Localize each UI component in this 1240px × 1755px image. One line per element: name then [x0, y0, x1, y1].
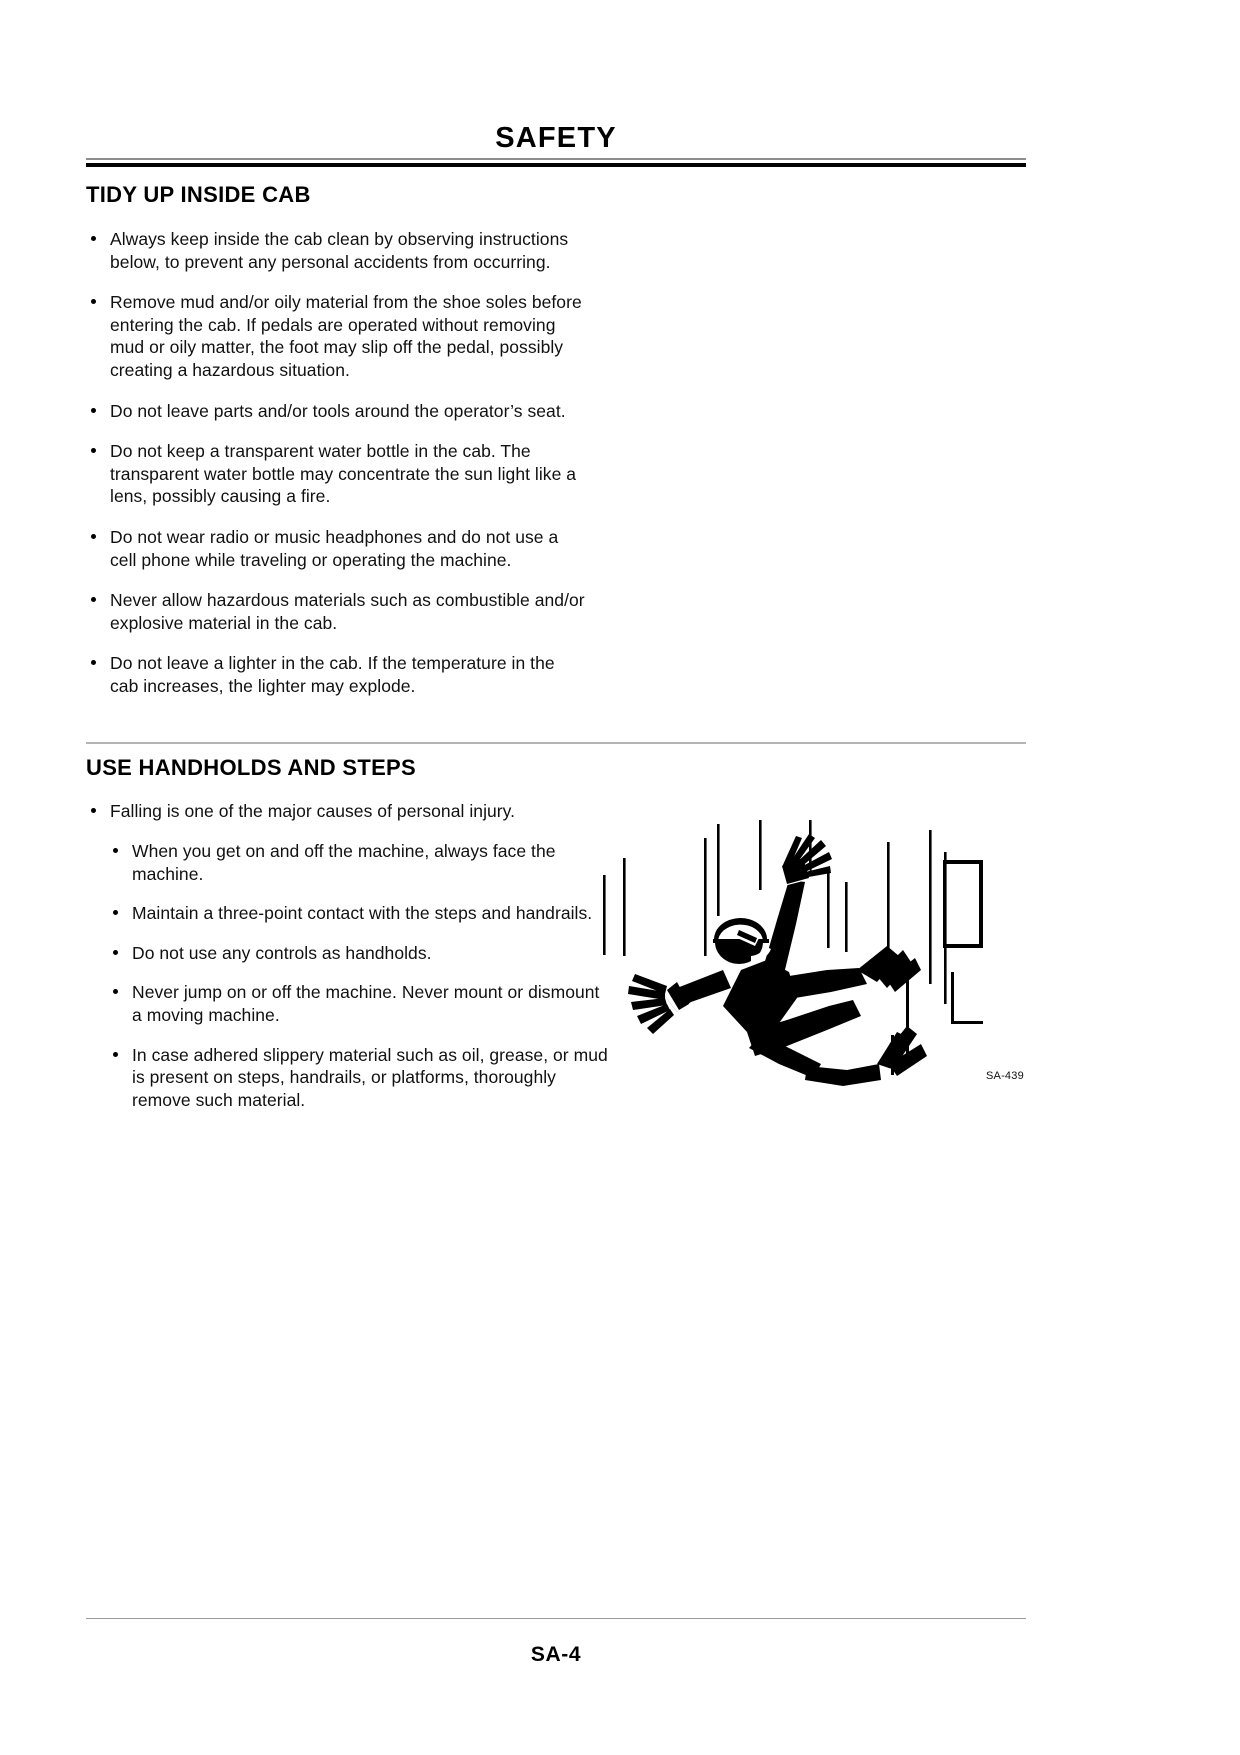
- list-item: [86, 228, 586, 273]
- bullet-dot-icon: [113, 950, 118, 955]
- list-item: [86, 291, 586, 381]
- list-item-text: Falling is one of the major causes of personal injury.: [110, 801, 516, 821]
- list-item-text: When you get on and off the machine, always face the machine.: [132, 841, 556, 884]
- figure-code-label: SA-439: [986, 1070, 1024, 1082]
- page-content-area: [86, 0, 1026, 1755]
- bullet-dot-icon: [91, 299, 96, 304]
- list-item-text: Do not use any controls as handholds.: [132, 942, 432, 963]
- list-item-text: In case adhered slippery material such as oil, grease, or mud is present on steps, handrails, or platforms, thoroughly remove such material.: [132, 1044, 608, 1110]
- list-item-text: Do not wear radio or music headphones and do not use a cell phone while traveling or operating the machine.: [110, 526, 559, 570]
- list-item-text: Do not leave a lighter in the cab. If the temperature in the cab increases, the lighter may explode.: [110, 653, 555, 696]
- header-rule-thick: [86, 163, 1026, 167]
- bullet-dot-icon: [91, 808, 96, 813]
- list-item: [86, 440, 586, 508]
- bullet-dot-icon: [91, 597, 96, 602]
- bullet-dot-icon: [91, 534, 96, 539]
- list-item: [86, 400, 586, 423]
- bullet-dot-icon: [91, 236, 96, 241]
- bullet-list-use-handholds-top: [86, 800, 606, 823]
- bullet-list-use-handholds-sub: [108, 840, 608, 1128]
- list-item-text: Never jump on or off the machine. Never mount or dismount a moving machine.: [132, 982, 600, 1025]
- bullet-list-tidy-up-inside-cab: [86, 228, 586, 698]
- list-item: [108, 840, 608, 885]
- falling-person-icon: [591, 820, 1026, 1110]
- list-item-text: Never allow hazardous materials such as combustible and/or explosive material in the cab.: [110, 590, 585, 633]
- bullet-dot-icon: [113, 1052, 118, 1057]
- footer-rule: [86, 1618, 1026, 1619]
- list-item: [86, 800, 606, 823]
- bullet-dot-icon: [113, 989, 118, 994]
- footer-page-number: SA-4: [530, 1643, 582, 1666]
- section-divider: [86, 742, 1026, 744]
- bullet-dot-icon: [91, 448, 96, 453]
- section-heading-tidy-up-inside-cab: TIDY UP INSIDE CAB: [86, 182, 311, 207]
- list-item: [86, 589, 586, 634]
- list-item: [108, 981, 608, 1026]
- list-item: [108, 1044, 608, 1112]
- list-item: [108, 942, 608, 965]
- bullet-dot-icon: [113, 910, 118, 915]
- list-item: [108, 902, 608, 925]
- page-title: SAFETY: [495, 122, 617, 154]
- bullet-dot-icon: [113, 848, 118, 853]
- list-item: [86, 652, 586, 697]
- list-item-text: Do not leave parts and/or tools around the operator’s seat.: [110, 400, 566, 421]
- list-item-text: Maintain a three-point contact with the steps and handrails.: [132, 903, 593, 924]
- list-item-text: Always keep inside the cab clean by observing instructions below, to prevent any personal accidents from occurring.: [110, 229, 569, 272]
- header-rule-thin: [86, 158, 1026, 160]
- list-item-text: Do not keep a transparent water bottle in the cab. The transparent water bottle may concentrate the sun light like a lens, possibly causing a fire.: [110, 441, 577, 507]
- bullet-dot-icon: [91, 408, 96, 413]
- bullet-dot-icon: [91, 660, 96, 665]
- safety-illustration-falling-person: [591, 820, 1026, 1110]
- section-heading-use-handholds-and-steps: USE HANDHOLDS AND STEPS: [86, 755, 417, 780]
- list-item: [86, 526, 586, 571]
- list-item-text: Remove mud and/or oily material from the shoe soles before entering the cab. If pedals are operated without removing mud or oily matter, the foot may slip off the pedal, possibly creating a hazardous situation.: [110, 292, 582, 380]
